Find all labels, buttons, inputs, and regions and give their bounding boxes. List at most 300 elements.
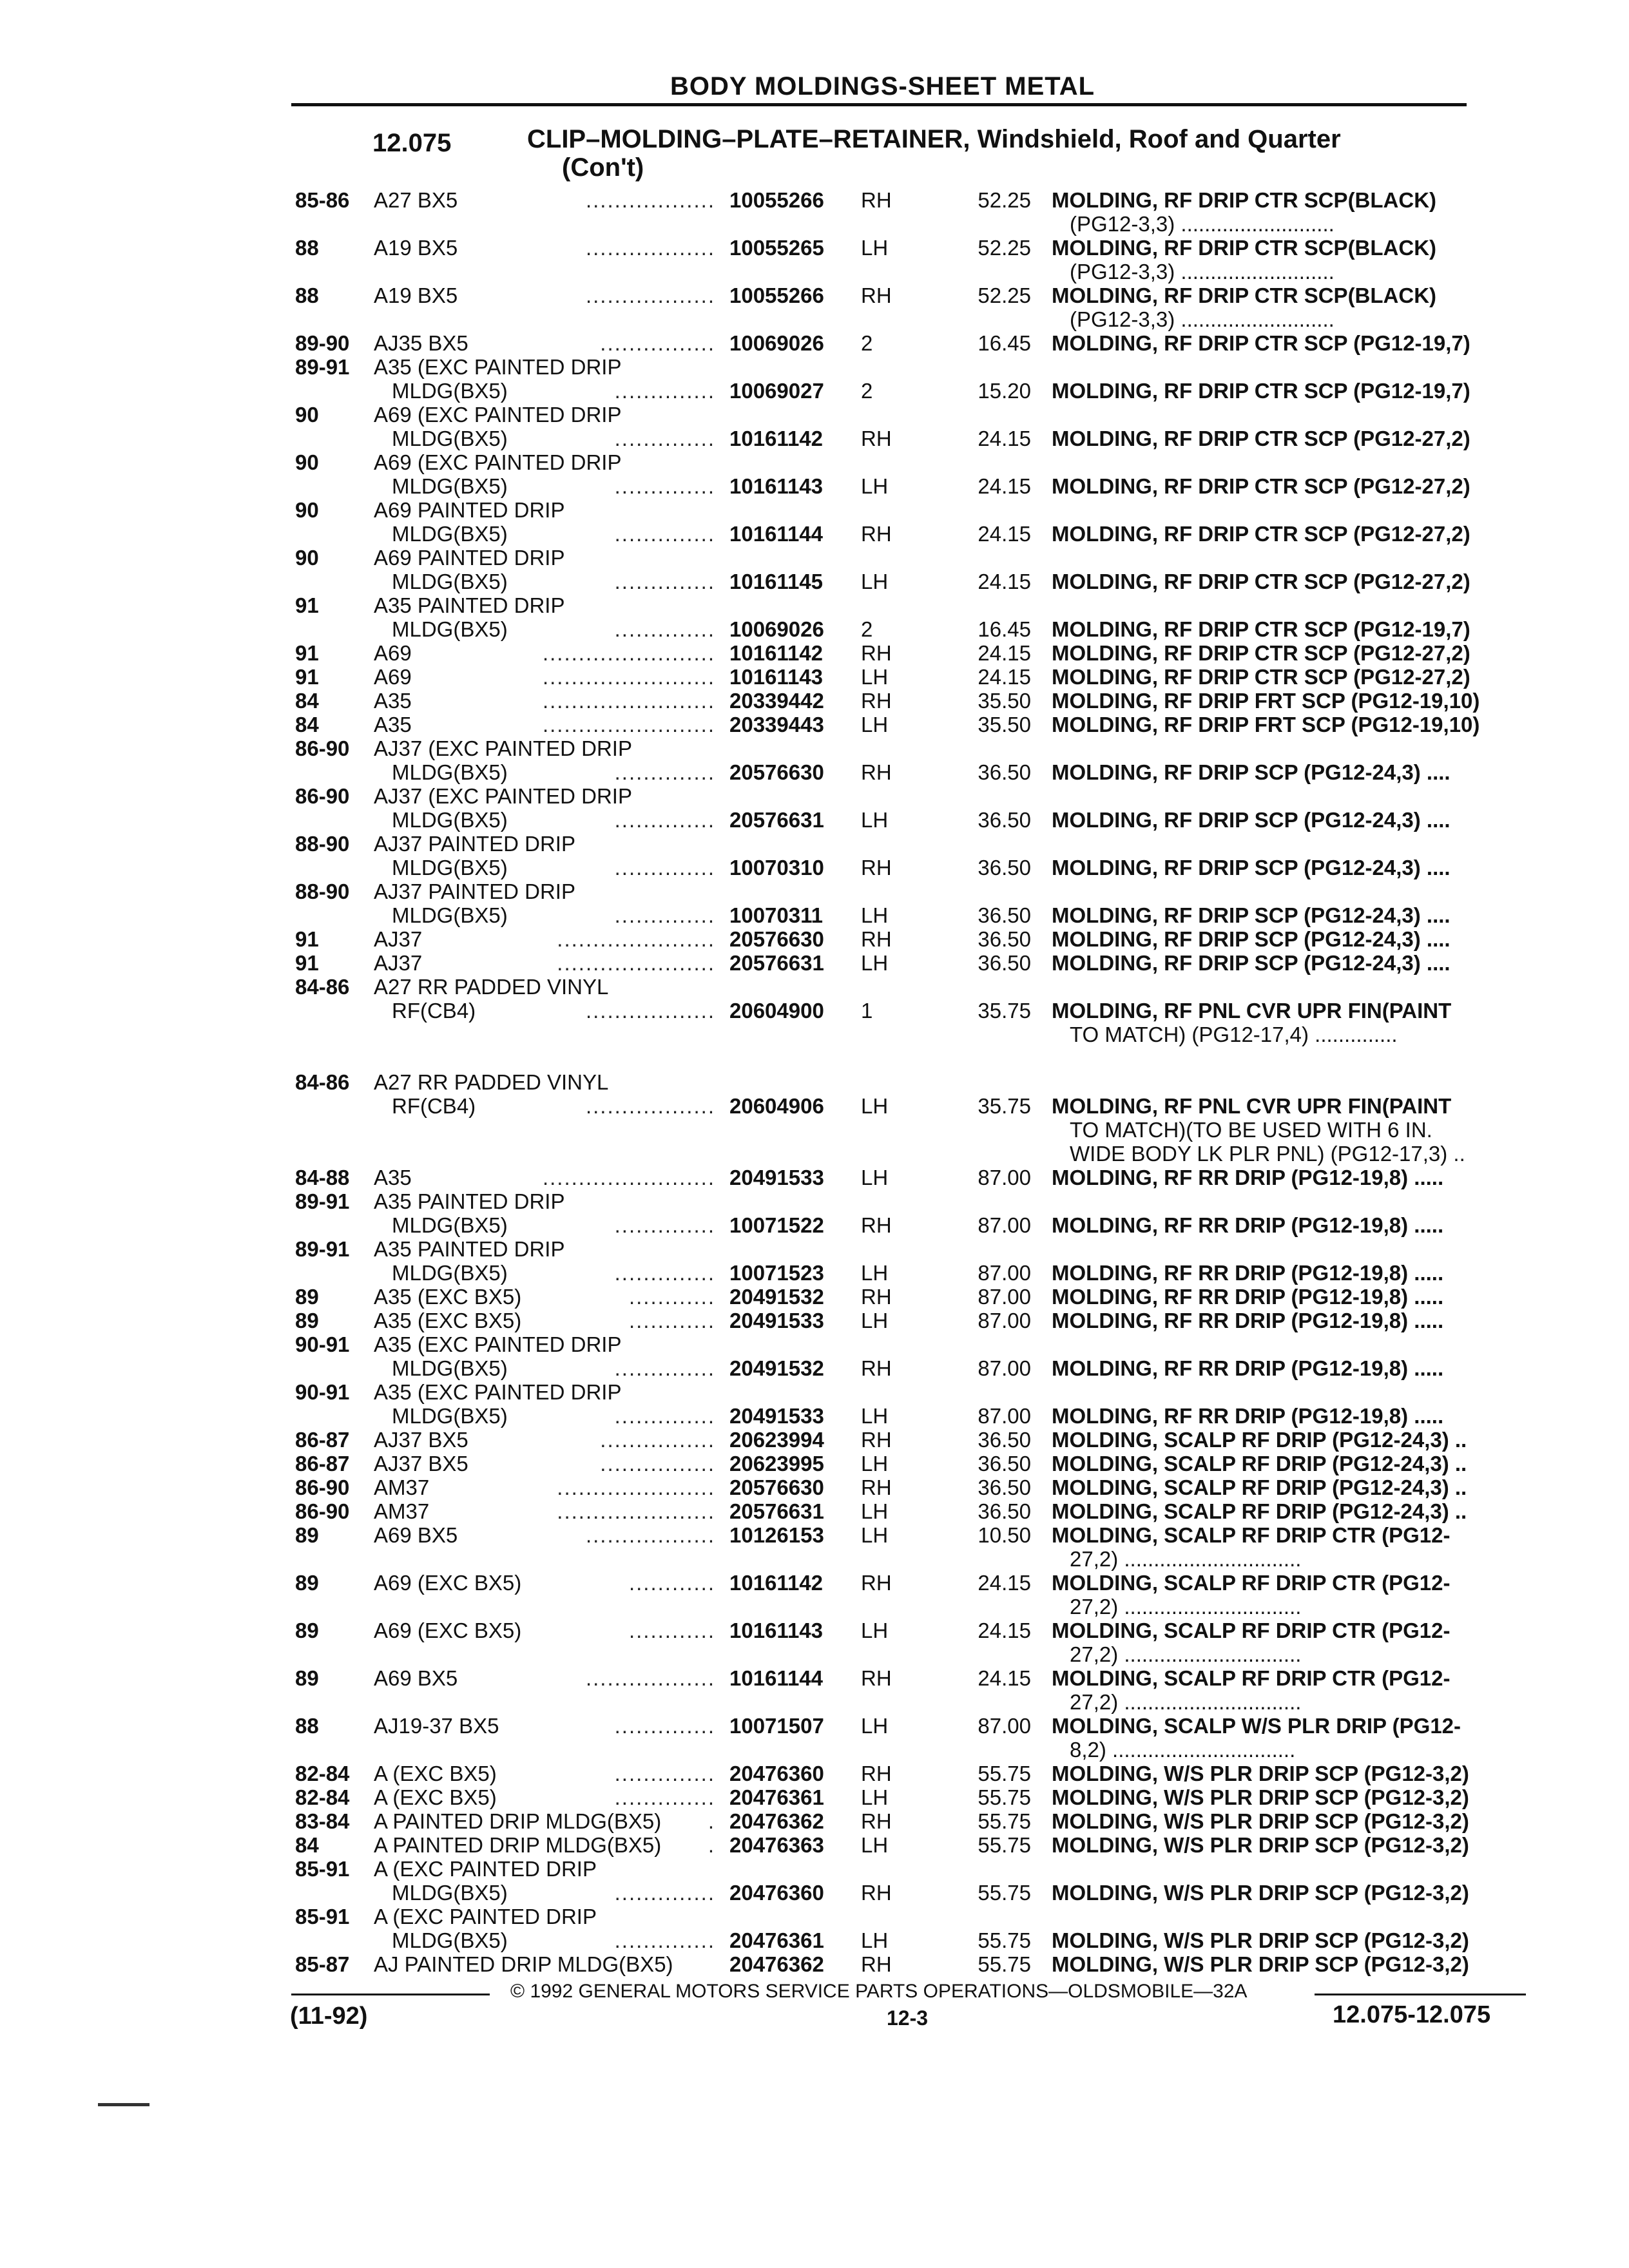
table-row	[0, 355, 1629, 379]
year-cell: 88	[295, 236, 319, 260]
table-row	[0, 1023, 1629, 1046]
table-row	[0, 331, 1629, 355]
year-cell: 88-90	[295, 832, 350, 856]
model-cell: A35 (EXC PAINTED DRIP	[374, 1380, 622, 1404]
part-number-cell: 10055266	[729, 188, 824, 212]
leader-dots: ..............	[614, 1928, 715, 1952]
year-cell: 91	[295, 641, 319, 665]
model-cell: A (EXC PAINTED DRIP	[374, 1857, 597, 1881]
table-row	[0, 1285, 1629, 1309]
price-cell: 36.50	[978, 927, 1031, 951]
model-cell: A35 (EXC PAINTED DRIP	[374, 355, 622, 379]
quantity-cell: RH	[861, 1213, 892, 1237]
leader-dots: ..............	[614, 760, 715, 784]
quantity-cell: RH	[861, 1809, 892, 1833]
leader-dots: ..............	[614, 1404, 715, 1428]
model-cell: A (EXC BX5)	[374, 1762, 497, 1785]
quantity-cell: LH	[861, 1499, 889, 1523]
price-cell: 52.25	[978, 188, 1031, 212]
quantity-cell: RH	[861, 522, 892, 546]
year-cell: 91	[295, 927, 319, 951]
model-cell: MLDG(BX5)	[392, 1928, 508, 1952]
year-cell: 89	[295, 1285, 319, 1309]
table-row	[0, 1809, 1629, 1833]
part-number-cell: 10161145	[729, 570, 824, 593]
table-row	[0, 1237, 1629, 1261]
model-cell: A69	[374, 641, 412, 665]
table-row	[0, 212, 1629, 236]
model-cell: MLDG(BX5)	[392, 570, 508, 593]
description-cell: MOLDING, SCALP W/S PLR DRIP (PG12-	[1052, 1714, 1461, 1738]
leader-dots: ..............	[614, 617, 715, 641]
quantity-cell: RH	[861, 1285, 892, 1309]
leader-dots: ..............	[614, 1881, 715, 1905]
description-cell: MOLDING, RF DRIP CTR SCP (PG12-27,2)	[1052, 665, 1470, 689]
table-row	[0, 450, 1629, 474]
model-cell: AJ37 PAINTED DRIP	[374, 879, 575, 903]
model-cell: A19 BX5	[374, 284, 458, 307]
part-number-cell: 20576630	[729, 1475, 824, 1499]
part-number-cell: 10161142	[729, 641, 824, 665]
model-cell: MLDG(BX5)	[392, 1261, 508, 1285]
leader-dots: .	[708, 1809, 715, 1833]
scan-artifact-dash	[98, 2103, 149, 2106]
model-cell: AJ35 BX5	[374, 331, 468, 355]
description-cell: MOLDING, RF DRIP CTR SCP(BLACK)	[1052, 236, 1437, 260]
model-cell: A69	[374, 665, 412, 689]
leader-dots: ........................	[542, 713, 715, 736]
part-number-cell: 20576630	[729, 760, 824, 784]
section-number: 12.075	[372, 129, 452, 157]
description-cell: MOLDING, SCALP RF DRIP CTR (PG12-	[1052, 1571, 1451, 1595]
part-number-cell: 20476362	[729, 1809, 824, 1833]
table-row	[0, 1523, 1629, 1547]
leader-dots: ..................	[585, 284, 715, 307]
year-cell: 84-88	[295, 1166, 350, 1189]
price-cell: 24.15	[978, 474, 1031, 498]
description-cell: MOLDING, RF DRIP CTR SCP (PG12-27,2)	[1052, 522, 1470, 546]
quantity-cell: RH	[861, 927, 892, 951]
part-number-cell: 10071523	[729, 1261, 824, 1285]
part-number-cell: 20491533	[729, 1309, 824, 1332]
part-number-cell: 20491532	[729, 1356, 824, 1380]
price-cell: 36.50	[978, 808, 1031, 832]
part-number-cell: 10161144	[729, 1666, 824, 1690]
price-cell: 87.00	[978, 1213, 1031, 1237]
price-cell: 36.50	[978, 856, 1031, 879]
leader-dots: ..............	[614, 1356, 715, 1380]
year-cell: 90-91	[295, 1380, 350, 1404]
table-row	[0, 665, 1629, 689]
price-cell: 55.75	[978, 1928, 1031, 1952]
table-row	[0, 713, 1629, 736]
section-title: CLIP–MOLDING–PLATE–RETAINER, Windshield, Roof and Quarter	[527, 125, 1341, 153]
table-row	[0, 1452, 1629, 1475]
year-cell: 88-90	[295, 879, 350, 903]
quantity-cell: RH	[861, 760, 892, 784]
price-cell: 15.20	[978, 379, 1031, 403]
model-cell: A PAINTED DRIP MLDG(BX5)	[374, 1833, 662, 1857]
price-cell: 35.50	[978, 713, 1031, 736]
table-row	[0, 951, 1629, 975]
leader-dots: ..................	[585, 188, 715, 212]
quantity-cell: LH	[861, 713, 889, 736]
year-cell: 91	[295, 593, 319, 617]
part-number-cell: 10161142	[729, 1571, 824, 1595]
quantity-cell: LH	[861, 808, 889, 832]
leader-dots: .	[708, 1833, 715, 1857]
price-cell: 55.75	[978, 1785, 1031, 1809]
leader-dots: ..............	[614, 808, 715, 832]
quantity-cell: LH	[861, 951, 889, 975]
leader-dots: ........................	[542, 641, 715, 665]
part-number-cell: 20491533	[729, 1404, 824, 1428]
footer-date: (11-92)	[290, 2003, 368, 2030]
description-cell: 27,2) ..............................	[1070, 1595, 1302, 1619]
description-cell: 27,2) ..............................	[1070, 1690, 1302, 1714]
description-cell: 8,2) ...............................	[1070, 1738, 1296, 1762]
model-cell: A69 PAINTED DRIP	[374, 546, 565, 570]
table-row	[0, 975, 1629, 999]
price-cell: 52.25	[978, 236, 1031, 260]
quantity-cell: LH	[861, 665, 889, 689]
table-row	[0, 1738, 1629, 1762]
price-cell: 55.75	[978, 1952, 1031, 1976]
description-cell: MOLDING, RF DRIP CTR SCP (PG12-27,2)	[1052, 641, 1470, 665]
model-cell: A35	[374, 1166, 412, 1189]
table-row	[0, 1595, 1629, 1619]
leader-dots: ..............	[614, 427, 715, 450]
price-cell: 24.15	[978, 1666, 1031, 1690]
model-cell: A35 (EXC BX5)	[374, 1309, 522, 1332]
year-cell: 90	[295, 546, 319, 570]
price-cell: 52.25	[978, 284, 1031, 307]
table-row	[0, 1189, 1629, 1213]
year-cell: 84	[295, 1833, 319, 1857]
part-number-cell: 10070311	[729, 903, 824, 927]
table-row	[0, 284, 1629, 307]
model-cell: MLDG(BX5)	[392, 617, 508, 641]
table-row	[0, 1142, 1629, 1166]
price-cell: 87.00	[978, 1166, 1031, 1189]
model-cell: MLDG(BX5)	[392, 808, 508, 832]
price-cell: 36.50	[978, 1428, 1031, 1452]
description-cell: MOLDING, RF RR DRIP (PG12-19,8) .....	[1052, 1166, 1444, 1189]
year-cell: 89-91	[295, 355, 350, 379]
description-cell: MOLDING, RF DRIP CTR SCP (PG12-19,7)	[1052, 331, 1470, 355]
quantity-cell: RH	[861, 1356, 892, 1380]
model-cell: MLDG(BX5)	[392, 903, 508, 927]
table-row	[0, 1762, 1629, 1785]
description-cell: MOLDING, RF PNL CVR UPR FIN(PAINT	[1052, 1094, 1452, 1118]
description-cell: WIDE BODY LK PLR PNL) (PG12-17,3) ..	[1070, 1142, 1465, 1166]
description-cell: MOLDING, SCALP RF DRIP (PG12-24,3) ..	[1052, 1475, 1467, 1499]
description-cell: 27,2) ..............................	[1070, 1642, 1302, 1666]
price-cell: 24.15	[978, 1571, 1031, 1595]
model-cell: MLDG(BX5)	[392, 474, 508, 498]
table-row	[0, 1690, 1629, 1714]
quantity-cell: RH	[861, 1571, 892, 1595]
model-cell: A (EXC PAINTED DRIP	[374, 1905, 597, 1928]
quantity-cell: RH	[861, 284, 892, 307]
table-row	[0, 832, 1629, 856]
table-row	[0, 1642, 1629, 1666]
quantity-cell: LH	[861, 1094, 889, 1118]
table-row	[0, 188, 1629, 212]
part-number-cell: 10069027	[729, 379, 824, 403]
model-cell: A69 (EXC BX5)	[374, 1571, 522, 1595]
table-row	[0, 1547, 1629, 1571]
part-number-cell: 10126153	[729, 1523, 824, 1547]
leader-dots: ............	[628, 1619, 715, 1642]
page-header-title: BODY MOLDINGS-SHEET METAL	[670, 72, 1095, 101]
quantity-cell: RH	[861, 1952, 892, 1976]
leader-dots: ..............	[614, 1762, 715, 1785]
header-rule	[291, 103, 1467, 106]
model-cell: A27 RR PADDED VINYL	[374, 975, 609, 999]
description-cell: MOLDING, RF RR DRIP (PG12-19,8) .....	[1052, 1404, 1444, 1428]
description-cell: TO MATCH) (PG12-17,4) ..............	[1070, 1023, 1398, 1046]
table-row	[0, 1857, 1629, 1881]
description-cell: MOLDING, W/S PLR DRIP SCP (PG12-3,2)	[1052, 1809, 1469, 1833]
year-cell: 82-84	[295, 1785, 350, 1809]
table-row	[0, 1380, 1629, 1404]
part-number-cell: 10161143	[729, 1619, 824, 1642]
year-cell: 89	[295, 1619, 319, 1642]
model-cell: MLDG(BX5)	[392, 1881, 508, 1905]
table-row	[0, 1332, 1629, 1356]
part-number-cell: 20339442	[729, 689, 824, 713]
quantity-cell: LH	[861, 1523, 889, 1547]
quantity-cell: LH	[861, 1452, 889, 1475]
model-cell: MLDG(BX5)	[392, 1213, 508, 1237]
price-cell: 55.75	[978, 1762, 1031, 1785]
model-cell: AJ PAINTED DRIP MLDG(BX5)	[374, 1952, 673, 1976]
table-row	[0, 498, 1629, 522]
leader-dots: ............	[628, 1309, 715, 1332]
price-cell: 35.50	[978, 689, 1031, 713]
part-number-cell: 20604906	[729, 1094, 824, 1118]
model-cell: AJ37 PAINTED DRIP	[374, 832, 575, 856]
model-cell: AJ19-37 BX5	[374, 1714, 499, 1738]
model-cell: A69 (EXC PAINTED DRIP	[374, 450, 622, 474]
quantity-cell: RH	[861, 188, 892, 212]
model-cell: A35	[374, 713, 412, 736]
table-row	[0, 1952, 1629, 1976]
leader-dots: ........................	[542, 665, 715, 689]
price-cell: 36.50	[978, 951, 1031, 975]
quantity-cell: LH	[861, 474, 889, 498]
footer-section-range: 12.075-12.075	[1333, 2001, 1491, 2028]
description-cell: MOLDING, SCALP RF DRIP (PG12-24,3) ..	[1052, 1428, 1467, 1452]
description-cell: MOLDING, W/S PLR DRIP SCP (PG12-3,2)	[1052, 1785, 1469, 1809]
table-row	[0, 1619, 1629, 1642]
year-cell: 86-87	[295, 1428, 350, 1452]
model-cell: AM37	[374, 1475, 430, 1499]
table-row	[0, 617, 1629, 641]
quantity-cell: LH	[861, 1404, 889, 1428]
model-cell: AJ37 (EXC PAINTED DRIP	[374, 736, 632, 760]
table-row	[0, 236, 1629, 260]
description-cell: MOLDING, RF DRIP FRT SCP (PG12-19,10)	[1052, 713, 1480, 736]
table-row	[0, 546, 1629, 570]
model-cell: A35	[374, 689, 412, 713]
price-cell: 16.45	[978, 617, 1031, 641]
price-cell: 36.50	[978, 1499, 1031, 1523]
price-cell: 24.15	[978, 665, 1031, 689]
leader-dots: ..............	[614, 522, 715, 546]
quantity-cell: 2	[861, 617, 873, 641]
price-cell: 87.00	[978, 1261, 1031, 1285]
part-number-cell: 20576630	[729, 927, 824, 951]
price-cell: 24.15	[978, 570, 1031, 593]
part-number-cell: 20339443	[729, 713, 824, 736]
quantity-cell: RH	[861, 1762, 892, 1785]
table-row	[0, 760, 1629, 784]
quantity-cell: 2	[861, 331, 873, 355]
leader-dots: ............	[628, 1285, 715, 1309]
leader-dots: ............	[628, 1571, 715, 1595]
part-number-cell: 20623994	[729, 1428, 824, 1452]
leader-dots: ..............	[614, 903, 715, 927]
leader-dots: ......................	[557, 927, 715, 951]
part-number-cell: 10161142	[729, 427, 824, 450]
part-number-cell: 10161144	[729, 522, 824, 546]
description-cell: MOLDING, RF RR DRIP (PG12-19,8) .....	[1052, 1261, 1444, 1285]
quantity-cell: LH	[861, 236, 889, 260]
leader-dots: ..............	[614, 379, 715, 403]
quantity-cell: RH	[861, 856, 892, 879]
description-cell: MOLDING, RF DRIP SCP (PG12-24,3) ....	[1052, 903, 1451, 927]
part-number-cell: 10055266	[729, 284, 824, 307]
leader-dots: ..............	[614, 856, 715, 879]
description-cell: MOLDING, RF DRIP FRT SCP (PG12-19,10)	[1052, 689, 1480, 713]
table-row	[0, 1571, 1629, 1595]
description-cell: MOLDING, RF DRIP SCP (PG12-24,3) ....	[1052, 856, 1451, 879]
description-cell: MOLDING, W/S PLR DRIP SCP (PG12-3,2)	[1052, 1928, 1469, 1952]
model-cell: AJ37 (EXC PAINTED DRIP	[374, 784, 632, 808]
part-number-cell: 20476361	[729, 1785, 824, 1809]
model-cell: A35 PAINTED DRIP	[374, 1237, 565, 1261]
description-cell: MOLDING, RF RR DRIP (PG12-19,8) .....	[1052, 1213, 1444, 1237]
year-cell: 90	[295, 403, 319, 427]
year-cell: 82-84	[295, 1762, 350, 1785]
table-row	[0, 1166, 1629, 1189]
description-cell: MOLDING, RF DRIP SCP (PG12-24,3) ....	[1052, 951, 1451, 975]
year-cell: 90	[295, 498, 319, 522]
year-cell: 84-86	[295, 1070, 350, 1094]
year-cell: 86-87	[295, 1452, 350, 1475]
table-row	[0, 784, 1629, 808]
description-cell: 27,2) ..............................	[1070, 1547, 1302, 1571]
year-cell: 85-91	[295, 1905, 350, 1928]
quantity-cell: LH	[861, 1619, 889, 1642]
table-row	[0, 879, 1629, 903]
table-row	[0, 1309, 1629, 1332]
description-cell: (PG12-3,3) ..........................	[1070, 260, 1335, 284]
quantity-cell: RH	[861, 689, 892, 713]
part-number-cell: 20476360	[729, 1762, 824, 1785]
year-cell: 86-90	[295, 784, 350, 808]
part-number-cell: 20604900	[729, 999, 824, 1023]
description-cell: MOLDING, W/S PLR DRIP SCP (PG12-3,2)	[1052, 1952, 1469, 1976]
part-number-cell: 20476362	[729, 1952, 824, 1976]
price-cell: 24.15	[978, 522, 1031, 546]
price-cell: 87.00	[978, 1356, 1031, 1380]
part-number-cell: 10070310	[729, 856, 824, 879]
table-row	[0, 474, 1629, 498]
table-row	[0, 927, 1629, 951]
year-cell: 91	[295, 951, 319, 975]
part-number-cell: 20476363	[729, 1833, 824, 1857]
model-cell: A69 (EXC BX5)	[374, 1619, 522, 1642]
description-cell: MOLDING, RF PNL CVR UPR FIN(PAINT	[1052, 999, 1452, 1023]
leader-dots: ..............	[614, 570, 715, 593]
description-cell: MOLDING, SCALP RF DRIP CTR (PG12-	[1052, 1619, 1451, 1642]
part-number-cell: 20476361	[729, 1928, 824, 1952]
table-row	[0, 1881, 1629, 1905]
price-cell: 36.50	[978, 760, 1031, 784]
description-cell: MOLDING, RF DRIP CTR SCP (PG12-19,7)	[1052, 617, 1470, 641]
quantity-cell: RH	[861, 1428, 892, 1452]
model-cell: MLDG(BX5)	[392, 1404, 508, 1428]
description-cell: (PG12-3,3) ..........................	[1070, 307, 1335, 331]
year-cell: 88	[295, 1714, 319, 1738]
leader-dots: ......................	[557, 1475, 715, 1499]
table-row	[0, 403, 1629, 427]
year-cell: 89	[295, 1309, 319, 1332]
description-cell: MOLDING, RF DRIP CTR SCP(BLACK)	[1052, 188, 1437, 212]
quantity-cell: LH	[861, 1714, 889, 1738]
leader-dots: ........................	[542, 689, 715, 713]
table-row	[0, 1785, 1629, 1809]
table-row	[0, 1046, 1629, 1070]
quantity-cell: RH	[861, 1666, 892, 1690]
leader-dots: ..............	[614, 1714, 715, 1738]
description-cell: MOLDING, RF DRIP CTR SCP (PG12-27,2)	[1052, 474, 1470, 498]
section-continued: (Con't)	[562, 153, 644, 182]
description-cell: MOLDING, SCALP RF DRIP CTR (PG12-	[1052, 1666, 1451, 1690]
model-cell: MLDG(BX5)	[392, 379, 508, 403]
model-cell: MLDG(BX5)	[392, 427, 508, 450]
quantity-cell: LH	[861, 903, 889, 927]
table-row	[0, 1404, 1629, 1428]
description-cell: MOLDING, RF RR DRIP (PG12-19,8) .....	[1052, 1285, 1444, 1309]
model-cell: MLDG(BX5)	[392, 522, 508, 546]
quantity-cell: RH	[861, 641, 892, 665]
quantity-cell: RH	[861, 1881, 892, 1905]
description-cell: MOLDING, RF RR DRIP (PG12-19,8) .....	[1052, 1309, 1444, 1332]
model-cell: A69 BX5	[374, 1666, 458, 1690]
year-cell: 86-90	[295, 736, 350, 760]
model-cell: A69 (EXC PAINTED DRIP	[374, 403, 622, 427]
price-cell: 36.50	[978, 1475, 1031, 1499]
table-row	[0, 1714, 1629, 1738]
table-row	[0, 1428, 1629, 1452]
quantity-cell: 1	[861, 999, 873, 1023]
price-cell: 35.75	[978, 999, 1031, 1023]
table-row	[0, 307, 1629, 331]
part-number-cell: 10071507	[729, 1714, 824, 1738]
quantity-cell: LH	[861, 570, 889, 593]
leader-dots: ..............	[614, 1213, 715, 1237]
description-cell: MOLDING, RF DRIP CTR SCP (PG12-27,2)	[1052, 570, 1470, 593]
year-cell: 85-86	[295, 188, 350, 212]
description-cell: MOLDING, SCALP RF DRIP (PG12-24,3) ..	[1052, 1499, 1467, 1523]
part-number-cell: 20491532	[729, 1285, 824, 1309]
model-cell: MLDG(BX5)	[392, 1356, 508, 1380]
model-cell: A PAINTED DRIP MLDG(BX5)	[374, 1809, 662, 1833]
